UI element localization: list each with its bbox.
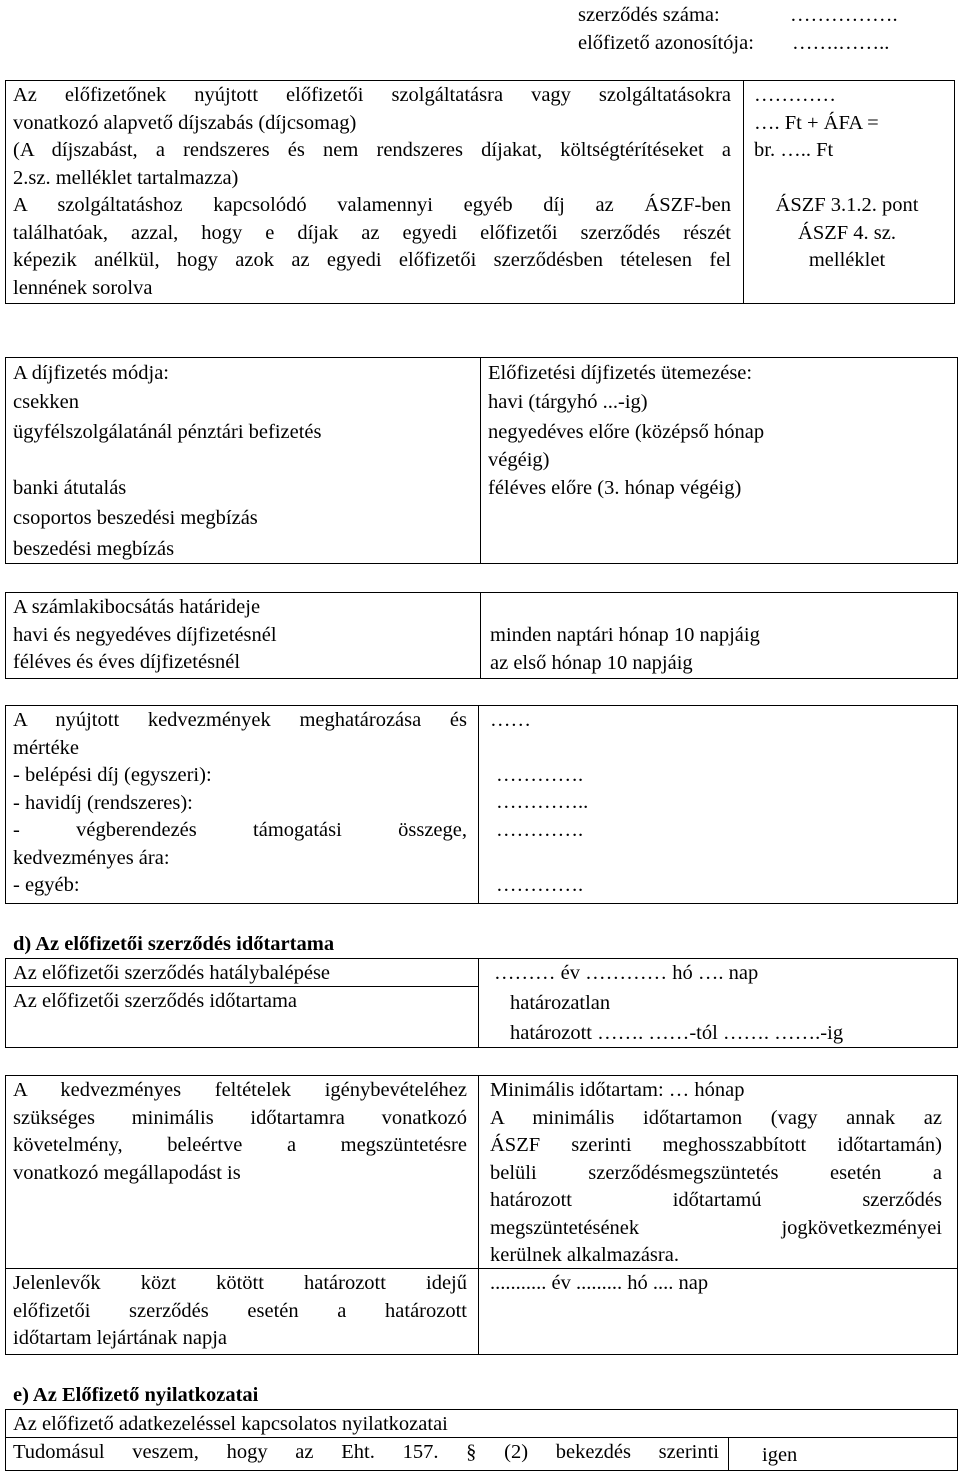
discount-monthly-fee-value: ………….. <box>496 791 589 813</box>
minimum-duration-rule: belüli szerződésmegszüntetés esetén a <box>490 1161 942 1184</box>
payment-schedule-item: havi (tárgyhó ...-ig) <box>488 391 648 413</box>
subscriber-id-value: …….…….. <box>792 32 890 54</box>
tariff-line: Az előfizetőnek nyújtott előfizetői szolgáltatásra vagy szolgáltatásokra <box>13 84 731 106</box>
discount-entry-fee-label: - belépési díj (egyszeri): <box>13 764 212 786</box>
minimum-duration-divider <box>478 1075 479 1355</box>
price-gross: br. ….. Ft <box>754 139 834 161</box>
reference-aszf-annex: ÁSZF 4. sz. <box>798 221 896 244</box>
invoice-period: havi és negyedéves díjfizetésnél <box>13 623 277 646</box>
invoice-title: A számlakibocsátás határideje <box>13 596 261 618</box>
tariff-line: 2.sz. melléklet tartalmazza) <box>13 166 239 189</box>
invoice-period: féléves és éves díjfizetésnél <box>13 651 241 673</box>
invoice-left <box>13 594 473 677</box>
discount-title: A nyújtott kedvezmények meghatározása és <box>13 709 467 731</box>
minimum-duration-left <box>13 1077 467 1187</box>
minimum-duration-text: vonatkozó megállapodást is <box>13 1161 241 1184</box>
payment-method-item: csekken <box>13 391 80 413</box>
tariff-references <box>744 192 950 275</box>
payment-schedule-title: Előfizetési díjfizetés ütemezése: <box>488 362 753 384</box>
discount-device-label: - végberendezés támogatási összege, <box>13 819 467 841</box>
tariff-line: (A díjszabást, a rendszeres és nem rendszeres díjakat, költségtérítéseket a <box>13 139 731 161</box>
invoice-deadline: minden naptári hónap 10 napjáig <box>490 624 760 646</box>
payment-method-title: A díjfizetés módja: <box>13 362 169 384</box>
minimum-duration-months: Minimális időtartam: … hónap <box>490 1079 745 1101</box>
minimum-duration-rule: megszüntetésének jogkövetkezményei <box>490 1216 942 1239</box>
expiry-text: előfizetői szerződés esetén a határozott <box>13 1299 467 1322</box>
duration-heading <box>13 931 334 959</box>
payment-method-item: beszedési megbízás <box>13 538 175 560</box>
discount-title-continued: mértéke <box>13 736 80 759</box>
declaration-statement-text: Tudomásul veszem, hogy az Eht. 157. § (2) bekezdés szerinti <box>13 1441 719 1463</box>
declaration-statement <box>13 1439 719 1467</box>
discount-divider <box>478 705 479 904</box>
discount-device-value: …………. <box>496 819 584 841</box>
minimum-duration-rule: határozott időtartamú szerződés <box>490 1189 942 1211</box>
subscriber-id-label: előfizető azonosítója: <box>578 32 754 54</box>
minimum-duration-rule: A minimális időtartamon (vagy annak az <box>490 1106 942 1129</box>
tariff-description <box>13 82 731 302</box>
contract-number-value: ……………. <box>790 4 898 26</box>
payment-table <box>5 357 958 564</box>
contract-number-label: szerződés száma: <box>578 4 720 26</box>
payment-schedule-item: negyedéves előre (középső hónap <box>488 421 765 443</box>
data-handling-declaration: Az előfizető adatkezeléssel kapcsolatos nyilatkozatai <box>13 1413 448 1435</box>
tariff-line: találhatóak, azzal, hogy e díjak az egyedi előfizetői szerződés részét <box>13 221 731 244</box>
duration-divider <box>478 958 479 1048</box>
tariff-line: A szolgáltatáshoz kapcsolódó valamennyi egyéb díj az ÁSZF-ben <box>13 194 731 216</box>
price-placeholder: ………… <box>754 84 836 106</box>
discount-entry-fee-value: …………. <box>496 764 584 786</box>
discount-other-label: - egyéb: <box>13 874 80 896</box>
duration-label: Az előfizetői szerződés időtartama <box>13 990 298 1012</box>
payment-divider <box>480 357 481 564</box>
duration-heading-text: d) Az előfizetői szerződés időtartama <box>13 933 335 955</box>
expiry-text: időtartam lejártának napja <box>13 1327 228 1349</box>
reference-aszf-point: ÁSZF 3.1.2. pont <box>775 194 919 216</box>
tariff-price <box>754 82 950 165</box>
invoice-deadline: az első hónap 10 napjáig <box>490 651 693 674</box>
payment-schedule-item: féléves előre (3. hónap végéig) <box>488 477 742 499</box>
expiry-text: Jelenlevők közt kötött határozott idejű <box>13 1272 467 1294</box>
reference-annex-label: melléklet <box>808 249 886 271</box>
effective-date-value: ……… év ………… hó …. nap <box>494 962 759 984</box>
payment-method-item: banki átutalás <box>13 477 127 499</box>
tariff-line: képezik anélkül, hogy azok az egyedi előfizetői szerződésben tételesen fel <box>13 249 731 271</box>
minimum-duration-text: követelmény, beleértve a megszüntetésre <box>13 1134 467 1156</box>
discount-device-label-continued: kedvezményes ára: <box>13 846 170 869</box>
discount-left <box>13 707 467 900</box>
discount-monthly-fee-label: - havidíj (rendszeres): <box>13 791 193 814</box>
expiry-date-value: ........... év ......... hó .... nap <box>490 1272 709 1294</box>
discount-other-value: …………. <box>496 874 584 896</box>
minimum-duration-text: A kedvezményes feltételek igénybevételéhez <box>13 1079 467 1101</box>
tariff-line: lennének sorolva <box>13 276 153 299</box>
duration-definite: határozott ……. ……-tól ……. …….-ig <box>510 1022 844 1044</box>
declaration-heading <box>13 1382 258 1410</box>
payment-method-item: ügyfélszolgálatánál pénztári befizetés <box>13 421 322 443</box>
payment-method-item: csoportos beszedési megbízás <box>13 507 258 529</box>
declaration-answer: igen <box>762 1444 798 1466</box>
expiry-left <box>13 1270 467 1353</box>
price-net: …. Ft + ÁFA = <box>754 111 879 134</box>
minimum-duration-rule: kerülnek alkalmazásra. <box>490 1244 679 1266</box>
effective-date-label: Az előfizetői szerződés hatálybalépése <box>13 962 331 984</box>
duration-indefinite: határozatlan <box>510 992 611 1014</box>
tariff-line: vonatkozó alapvető díjszabás (díjcsomag) <box>13 111 357 134</box>
minimum-duration-rule: ÁSZF szerinti meghosszabbított időtartamán) <box>490 1134 942 1156</box>
minimum-duration-right <box>490 1077 942 1270</box>
payment-schedule-item: végéig) <box>488 449 550 471</box>
declaration-divider <box>728 1437 729 1471</box>
discount-title-value: …… <box>490 709 531 731</box>
invoice-right <box>490 622 950 677</box>
minimum-duration-text: szükséges minimális időtartamra vonatkozó <box>13 1106 467 1129</box>
invoice-divider <box>480 592 481 679</box>
declaration-heading-text: e) Az Előfizető nyilatkozatai <box>13 1384 259 1406</box>
